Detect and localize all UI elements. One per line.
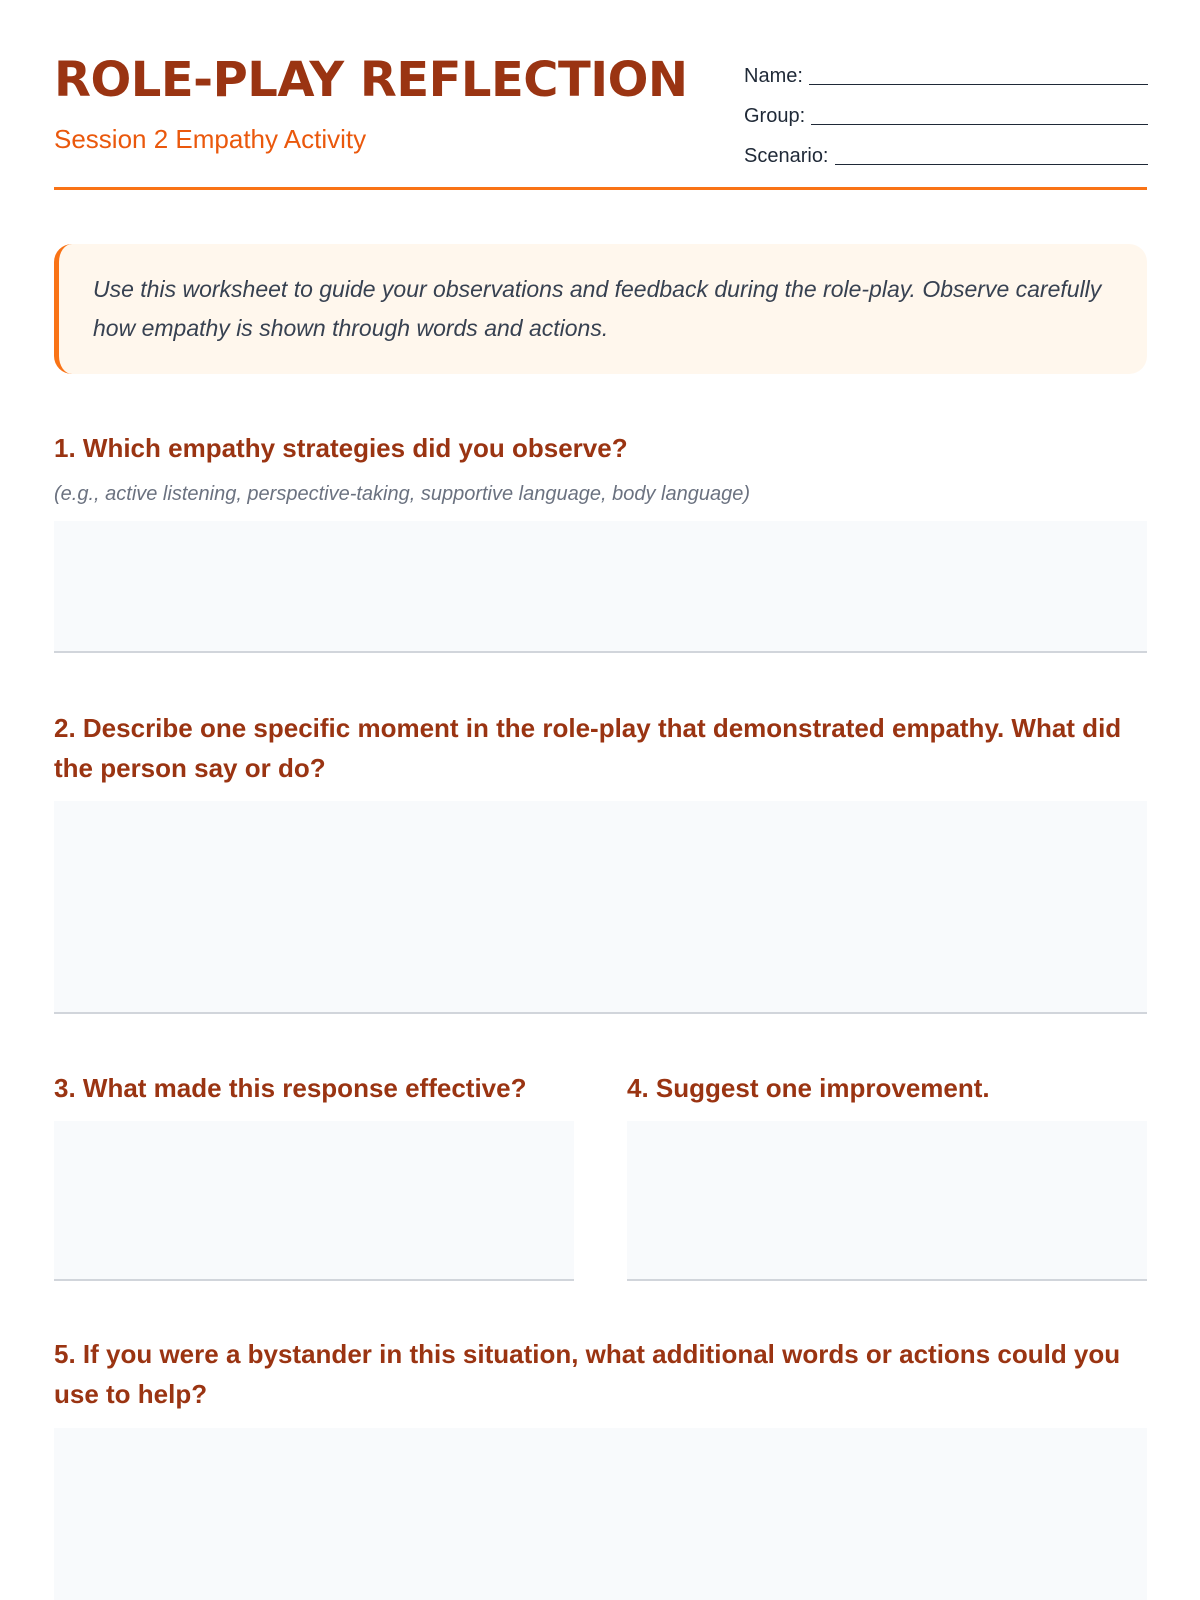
scenario-label: Scenario: xyxy=(744,145,829,167)
question-5-answer-box[interactable] xyxy=(54,1428,1147,1600)
worksheet-header xyxy=(54,0,1147,190)
name-field[interactable] xyxy=(744,52,1148,92)
worksheet-page xyxy=(54,0,1147,1409)
group-field[interactable] xyxy=(744,92,1148,132)
name-line[interactable] xyxy=(809,83,1148,85)
scenario-line[interactable] xyxy=(835,163,1149,165)
question-3-title: 3. What made this response effective? xyxy=(54,1073,527,1103)
worksheet-subtitle: Session 2 Empathy Activity xyxy=(54,124,367,154)
question-1-hint: (e.g., active listening, perspective-taking, supportive language, body language) xyxy=(54,483,750,505)
group-label: Group: xyxy=(744,105,806,127)
header-divider xyxy=(54,187,1147,190)
question-5-title: 5. If you were a bystander in this situation, what additional words or actions could you use to help? xyxy=(54,1339,1121,1409)
question-1-title: 1. Which empathy strategies did you observe? xyxy=(54,433,628,463)
group-line[interactable] xyxy=(811,123,1148,125)
question-4-title: 4. Suggest one improvement. xyxy=(627,1073,990,1103)
name-label: Name: xyxy=(744,65,803,87)
scenario-field[interactable] xyxy=(744,132,1148,172)
question-2-title: 2. Describe one specific moment in the role-play that demonstrated empathy. What did the person say or do? xyxy=(54,713,1122,783)
student-info-fields xyxy=(744,52,1148,172)
question-3-answer-box[interactable] xyxy=(54,1121,574,1281)
question-2-answer-box[interactable] xyxy=(54,801,1147,1014)
question-4-answer-box[interactable] xyxy=(627,1121,1147,1281)
question-1-answer-box[interactable] xyxy=(54,521,1147,653)
instructions-callout: Use this worksheet to guide your observations and feedback during the role-play. Observe carefully how empathy is shown through words and actions. xyxy=(54,244,1147,374)
worksheet-title: ROLE-PLAY REFLECTION xyxy=(54,52,688,108)
